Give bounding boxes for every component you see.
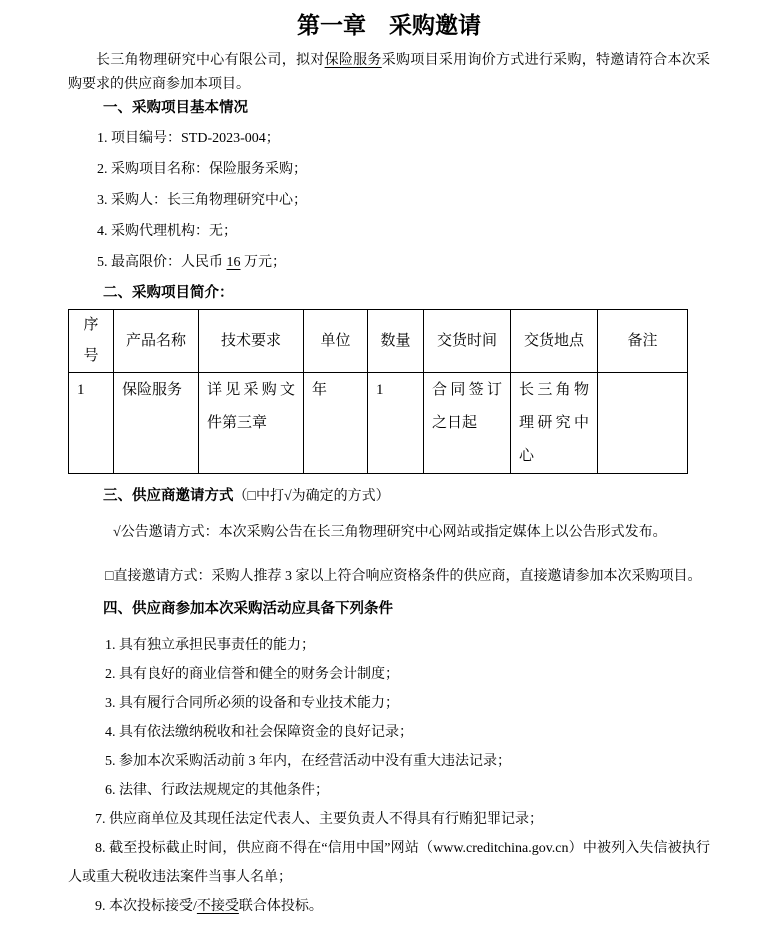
condition-text-8: 8. 截至投标截止时间，供应商不得在“信用中国”网站（www.creditchina.gov.cn）中被列入失信被执行人或重大税收违法案件当事人名单； (68, 841, 710, 885)
purchaser-item (68, 191, 710, 211)
section-2-heading: 二、采购项目简介： (103, 285, 234, 301)
checkbox-icon: □ (105, 569, 114, 584)
agency-item (68, 222, 710, 242)
announcement-invitation-option (68, 518, 710, 548)
intro-text-post: 采购项目采用询价方式进行采购，特邀请符合本次采购要求的供应商参加本项目。 (68, 53, 711, 92)
condition-item-6 (68, 776, 710, 805)
price-limit-text-post: 万元； (240, 255, 286, 270)
table-row (69, 373, 688, 474)
intro-text-pre: 长三角物理研究中心有限公司，拟对 (96, 53, 325, 68)
intro-paragraph (68, 49, 710, 97)
price-limit-amount: 16 (226, 255, 241, 270)
condition-item-4 (68, 718, 710, 747)
header-cell-quantity: 数量 (368, 310, 424, 373)
condition-text-3: 3. 具有履行合同所必须的设备和专业技术能力； (105, 696, 399, 711)
project-number-text: 1. 项目编号：STD-2023-004； (97, 131, 280, 146)
condition-item-7 (68, 805, 710, 834)
condition-item-1 (68, 631, 710, 660)
header-cell-delivery-time: 交货时间 (424, 310, 511, 373)
condition-text-9-underlined: 不接受 (196, 899, 239, 914)
project-name-item (68, 160, 710, 180)
direct-invitation-text: 直接邀请方式：采购人推荐 3 家以上符合响应资格条件的供应商，直接邀请参加本次采购项目。 (113, 569, 702, 584)
project-summary-table (68, 309, 688, 474)
condition-text-2: 2. 具有良好的商业信誉和健全的财务会计制度； (105, 667, 399, 682)
cell-index: 1 (69, 373, 114, 474)
checkmark-icon: √ (113, 525, 121, 540)
purchaser-text: 3. 采购人：长三角物理研究中心； (97, 193, 307, 208)
condition-text-9-post: 联合体投标。 (238, 899, 323, 914)
announcement-invitation-text: 公告邀请方式：本次采购公告在长三角物理研究中心网站或指定媒体上以公告形式发布。 (120, 525, 667, 540)
cell-quantity: 1 (368, 373, 424, 474)
condition-text-1: 1. 具有独立承担民事责任的能力； (105, 638, 315, 653)
condition-text-5: 5. 参加本次采购活动前 3 年内，在经营活动中没有重大违法记录； (105, 754, 511, 769)
cell-delivery-place: 长三角物理研究中心 (511, 373, 598, 474)
project-name-text: 2. 采购项目名称：保险服务采购； (97, 162, 307, 177)
header-cell-index: 序号 (69, 310, 114, 373)
cell-unit: 年 (304, 373, 368, 474)
header-cell-unit: 单位 (304, 310, 368, 373)
direct-invitation-option (68, 562, 710, 592)
condition-text-9-pre: 9. 本次投标接受/ (95, 899, 197, 914)
price-limit-text-pre: 5. 最高限价：人民币 (97, 255, 227, 270)
price-limit-item (68, 253, 710, 273)
project-number-item (68, 129, 710, 149)
cell-product-name: 保险服务 (114, 373, 199, 474)
cell-tech-requirements: 详见采购文件第三章 (199, 373, 304, 474)
section-4-heading: 四、供应商参加本次采购活动应具备下列条件 (103, 601, 393, 617)
cell-delivery-time: 合同签订之日起 (424, 373, 511, 474)
chapter-title: 第一章 采购邀请 (297, 12, 481, 38)
header-cell-product-name: 产品名称 (114, 310, 199, 373)
condition-item-5 (68, 747, 710, 776)
intro-underlined-term: 保险服务 (324, 53, 382, 68)
condition-item-3 (68, 689, 710, 718)
section-3-heading-bold: 三、供应商邀请方式 (103, 488, 234, 504)
condition-item-2 (68, 660, 710, 689)
section-3-heading (68, 487, 710, 506)
table-header-row (69, 310, 688, 373)
condition-item-9 (68, 892, 710, 921)
header-cell-tech-requirements: 技术要求 (199, 310, 304, 373)
agency-text: 4. 采购代理机构：无； (97, 224, 237, 239)
section-1-heading: 一、采购项目基本情况 (103, 100, 248, 116)
condition-item-8 (68, 834, 710, 892)
condition-text-4: 4. 具有依法缴纳税收和社会保障资金的良好记录； (105, 725, 413, 740)
condition-text-7: 7. 供应商单位及其现任法定代表人、主要负责人不得具有行贿犯罪记录； (95, 812, 543, 827)
header-cell-remarks: 备注 (598, 310, 688, 373)
section-3-heading-note: （□中打√为确定的方式） (233, 489, 390, 504)
cell-remarks (598, 373, 688, 474)
header-cell-delivery-place: 交货地点 (511, 310, 598, 373)
condition-text-6: 6. 法律、行政法规规定的其他条件； (105, 783, 329, 798)
